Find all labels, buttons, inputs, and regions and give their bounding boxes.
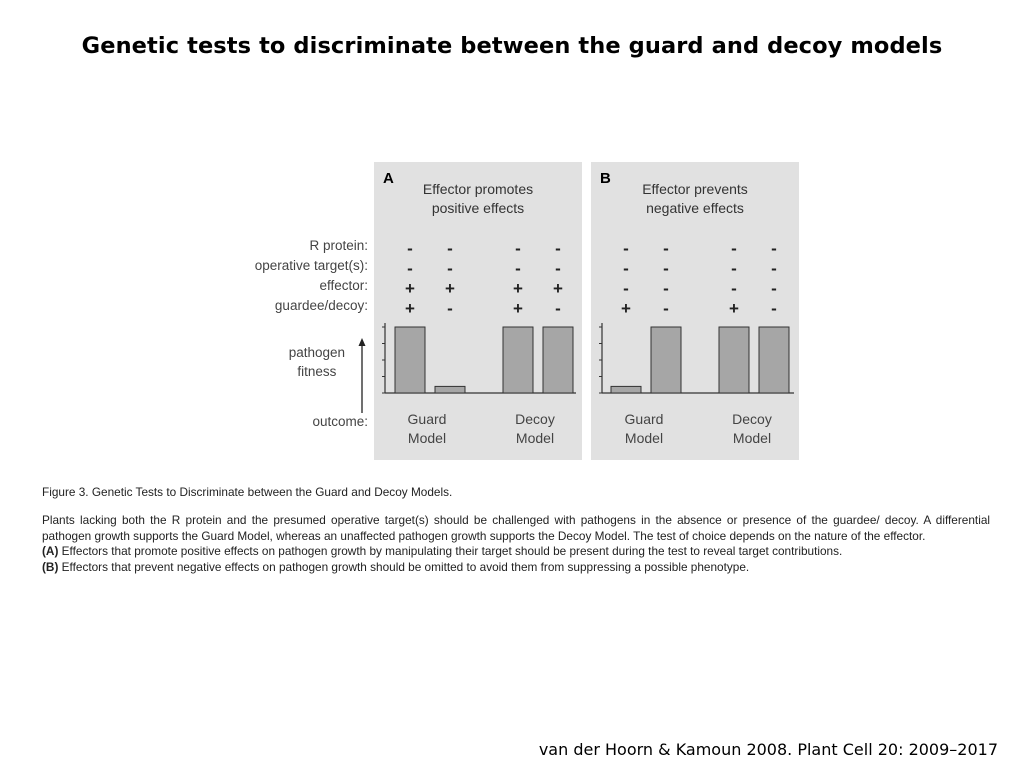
genotype-sign: - [555,299,561,318]
outcome-a-guard [397,410,457,448]
genotype-sign: - [771,239,777,258]
slide-title: Genetic tests to discriminate between the guard and decoy models [81,33,943,59]
genotype-sign: - [447,299,453,318]
fitness-bar [395,327,425,393]
row-label-effector: effector: [319,278,368,293]
figure-caption-title: Figure 3. Genetic Tests to Discriminate between the Guard and Decoy Models. [42,485,453,499]
genotype-sign: + [445,279,455,298]
outcome-a-decoy-line1: Decoy [515,411,555,427]
genotype-sign: - [663,299,669,318]
panel-a-letter: A [383,170,394,187]
caption-text-a: Effectors that promote positive effects on pathogen growth by manipulating their target should be present during the test to reveal target contributions. [58,544,843,558]
fitness-bar [651,327,681,393]
caption-text-b: Effectors that prevent negative effects on pathogen growth should be omitted to avoid them from suppressing a possible phenotype. [58,559,750,574]
genotype-sign: + [513,299,523,318]
genotype-sign: - [555,239,561,258]
outcome-label: outcome: [312,414,368,429]
caption-label-a: (A) [42,544,59,558]
panel-a-heading-line2: positive effects [431,200,525,216]
genotype-sign: - [623,279,629,298]
genotype-sign: - [663,239,669,258]
genotype-sign: - [447,259,453,278]
caption-label-b: (B) [42,559,59,574]
panel-b-heading-line2: negative effects [646,200,744,216]
genotype-sign: - [447,239,453,258]
genotype-sign: - [663,259,669,278]
outcome-a-decoy [505,410,565,448]
panel-a-heading-line1: Effector promotes [422,181,534,197]
outcome-b-guard [614,410,674,448]
outcome-b-guard-line1: Guard [624,411,664,427]
outcome-b-guard-line2: Model [624,430,664,446]
genotype-sign: - [663,279,669,298]
genotype-sign: - [731,279,737,298]
genotype-sign: - [515,259,521,278]
caption-paragraph-1: Plants lacking both the R protein and the presumed operative target(s) should be challenged with pathogens in the absence or presence of the guardee/ decoy. A differential pathogen growth supports the Guard Model, whereas an unaffected pathogen growth supports the Decoy Model. The test of choice depends on the nature of the effector. [42,513,990,543]
genotype-sign: - [407,259,413,278]
row-label-operative-target: operative target(s): [254,258,368,273]
row-label-r-protein: R protein: [309,238,368,253]
citation: van der Hoorn & Kamoun 2008. Plant Cell 20: 2009–2017 [538,740,998,759]
outcome-a-decoy-line2: Model [515,430,555,446]
fitness-bar [719,327,749,393]
outcome-b-decoy-line1: Decoy [732,411,772,427]
caption-paragraph-3 [42,560,990,576]
genotype-sign: + [405,279,415,298]
genotype-sign: - [771,299,777,318]
genotype-sign: - [731,239,737,258]
genotype-sign: - [555,259,561,278]
genotype-sign: - [771,259,777,278]
genotype-sign: + [729,299,739,318]
fitness-bar [503,327,533,393]
outcome-a-guard-line2: Model [407,430,447,446]
panel-b-heading-line1: Effector prevents [642,181,748,197]
fitness-label-line2: fitness [297,364,337,379]
outcome-a-guard-line1: Guard [407,411,447,427]
fitness-bar [435,386,465,393]
fitness-bar [611,386,641,393]
genotype-sign: - [771,279,777,298]
caption-paragraph-2 [42,544,990,560]
genotype-sign: + [513,279,523,298]
genotype-sign: - [623,259,629,278]
figure [220,160,820,465]
fitness-bar [759,327,789,393]
outcome-b-decoy-line2: Model [732,430,772,446]
genotype-sign: - [515,239,521,258]
genotype-sign: - [407,239,413,258]
genotype-sign: + [621,299,631,318]
fitness-label-line1: pathogen [288,345,345,360]
row-label-guardee-decoy: guardee/decoy: [274,298,368,313]
genotype-sign: + [553,279,563,298]
genotype-sign: - [623,239,629,258]
genotype-sign: + [405,299,415,318]
outcome-b-decoy [722,410,782,448]
fitness-bar [543,327,573,393]
genotype-sign: - [731,259,737,278]
figure-caption-body [42,513,990,575]
panel-b-letter: B [600,170,611,187]
